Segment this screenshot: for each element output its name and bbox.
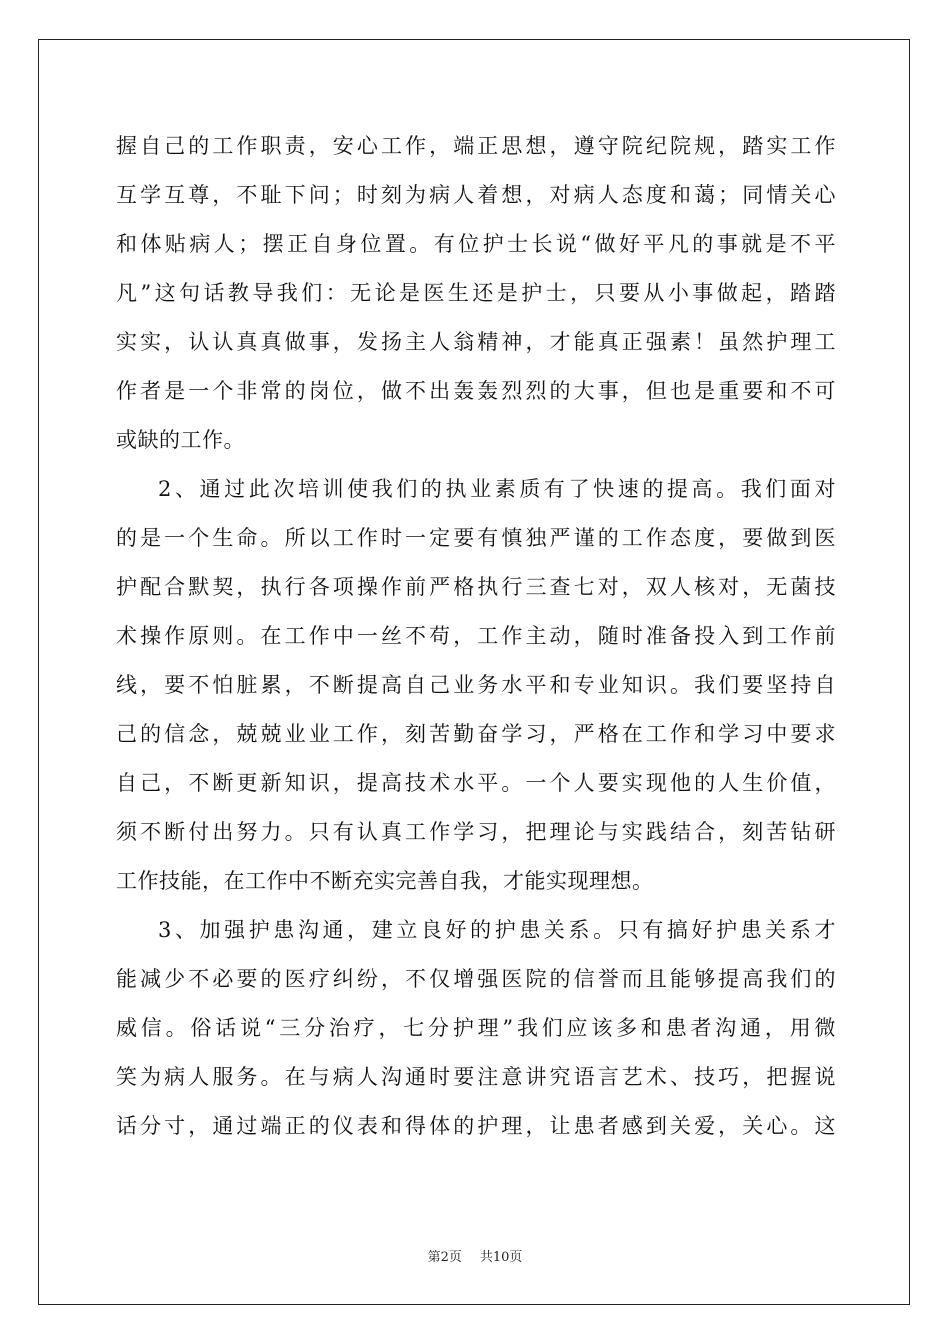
document-body [116, 122, 836, 1151]
text-line: 笑为病人服务。在与病人沟通时要注意讲究语言艺术、技巧，把握说 [116, 1065, 836, 1089]
page-total: 共10页 [479, 1250, 523, 1265]
text-line: 威信。俗话说“三分治疗，七分护理”我们应该多和患者沟通，用微 [116, 1016, 836, 1040]
text-line: 握自己的工作职责，安心工作，端正思想，遵守院纪院规，踏实工作 [116, 134, 836, 158]
text-line: 的是一个生命。所以工作时一定要有慎独严谨的工作态度，要做到医 [116, 526, 836, 550]
text-line: 自己，不断更新知识，提高技术水平。一个人要实现他的人生价值， [116, 771, 836, 795]
text-line: 和体贴病人；摆正自身位置。有位护士长说“做好平凡的事就是不平 [116, 232, 836, 256]
text-line: 话分寸，通过端正的仪表和得体的护理，让患者感到关爱，关心。这 [116, 1114, 836, 1138]
text-line: 作者是一个非常的岗位，做不出轰轰烈烈的大事，但也是重要和不可 [116, 379, 836, 403]
text-line: 工作技能，在工作中不断充实完善自我，才能实现理想。 [116, 869, 654, 893]
text-line: 实实，认认真真做事，发扬主人翁精神，才能真正强素！虽然护理工 [116, 330, 836, 354]
text-line: 互学互尊，不耻下问；时刻为病人着想，对病人态度和蔼；同情关心 [116, 183, 836, 207]
text-line: 护配合默契，执行各项操作前严格执行三查七对，双人核对，无菌技 [116, 575, 836, 599]
page-footer [0, 1246, 950, 1265]
page-number: 第2页 [427, 1250, 462, 1265]
text-line: 己的信念，兢兢业业工作，刻苦勤奋学习，严格在工作和学习中要求 [116, 722, 836, 746]
paragraph-2-first-line: 2、通过此次培训使我们的执业素质有了快速的提高。我们面对 [158, 477, 836, 501]
paragraph-3-first-line: 3、加强护患沟通，建立良好的护患关系。只有搞好护患关系才 [158, 918, 836, 942]
text-line: 凡”这句话教导我们：无论是医生还是护士，只要从小事做起，踏踏 [116, 281, 836, 305]
text-line: 线，要不怕脏累，不断提高自己业务水平和专业知识。我们要坚持自 [116, 673, 836, 697]
text-line: 术操作原则。在工作中一丝不苟，工作主动，随时准备投入到工作前 [116, 624, 836, 648]
text-line: 能减少不必要的医疗纠纷，不仅增强医院的信誉而且能够提高我们的 [116, 967, 836, 991]
text-line: 或缺的工作。 [116, 428, 245, 452]
text-line: 须不断付出努力。只有认真工作学习，把理论与实践结合，刻苦钻研 [116, 820, 836, 844]
